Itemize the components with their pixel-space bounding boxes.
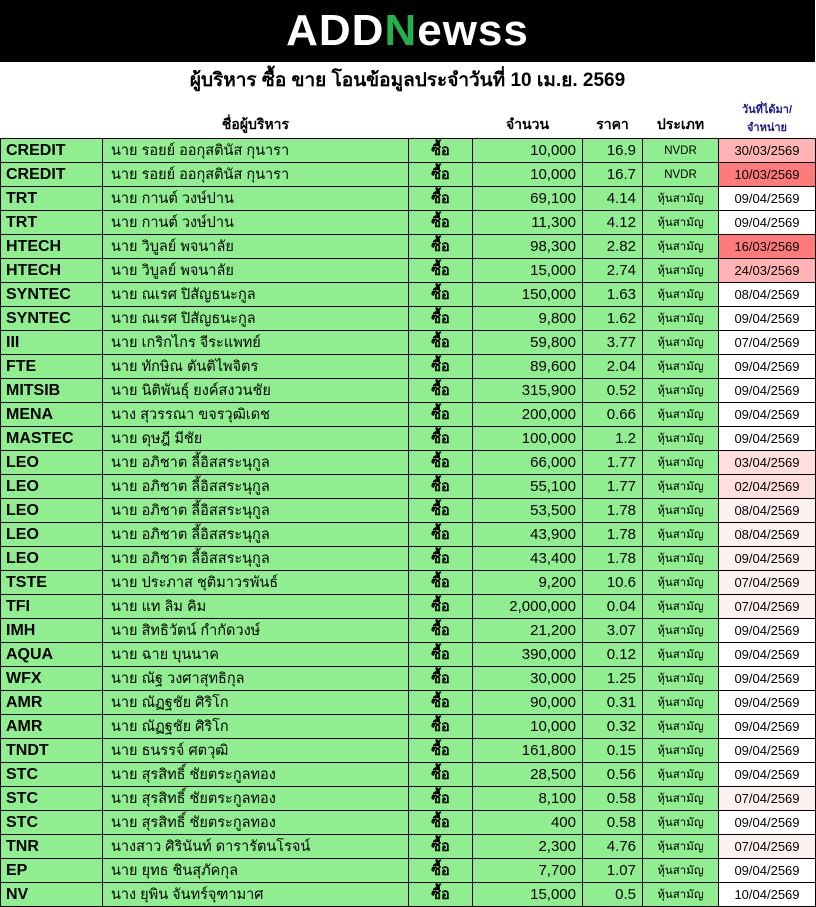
cell-symbol: LEO [1, 547, 103, 571]
cell-date: 09/04/2569 [719, 859, 816, 883]
cell-transaction-type: ซื้อ [409, 163, 473, 187]
cell-symbol: LEO [1, 451, 103, 475]
cell-executive-name: นาง ยุพิน จันทร์จุฑามาศ [103, 883, 409, 907]
cell-executive-name: นาย ยุทธ ชินสุภัคกุล [103, 859, 409, 883]
cell-executive-name: นาย ทักษิณ ตันติไพจิตร [103, 355, 409, 379]
cell-date: 07/04/2569 [719, 595, 816, 619]
cell-volume: 59,800 [473, 331, 583, 355]
cell-price: 4.76 [583, 835, 643, 859]
cell-symbol: CREDIT [1, 163, 103, 187]
column-header-date: วันที่ได้มา/จำหน่าย [719, 98, 816, 139]
cell-date: 09/04/2569 [719, 667, 816, 691]
cell-transaction-type: ซื้อ [409, 499, 473, 523]
cell-transaction-type: ซื้อ [409, 307, 473, 331]
site-banner [0, 0, 815, 62]
column-header-type [409, 98, 473, 139]
cell-symbol: AQUA [1, 643, 103, 667]
cell-symbol: MITSIB [1, 379, 103, 403]
cell-price: 1.78 [583, 523, 643, 547]
table-row [1, 139, 816, 163]
cell-price: 0.32 [583, 715, 643, 739]
table-row [1, 715, 816, 739]
cell-executive-name: นาย ธนรรจ์ ศตวุฒิ [103, 739, 409, 763]
cell-executive-name: นาย สุรสิทธิ์ ชัยตระกูลทอง [103, 787, 409, 811]
cell-category: หุ้นสามัญ [643, 331, 719, 355]
cell-executive-name: นาย อภิชาต ลี้อิสสระนุกูล [103, 547, 409, 571]
cell-category: หุ้นสามัญ [643, 451, 719, 475]
cell-price: 1.07 [583, 859, 643, 883]
cell-transaction-type: ซื้อ [409, 883, 473, 907]
table-row [1, 523, 816, 547]
cell-category: หุ้นสามัญ [643, 211, 719, 235]
cell-price: 0.52 [583, 379, 643, 403]
cell-price: 0.04 [583, 595, 643, 619]
cell-date: 09/04/2569 [719, 403, 816, 427]
cell-executive-name: นาง สุวรรณา ขจรวุฒิเดช [103, 403, 409, 427]
cell-volume: 53,500 [473, 499, 583, 523]
cell-date: 08/04/2569 [719, 283, 816, 307]
cell-executive-name: นาย อภิชาต ลี้อิสสระนุกูล [103, 523, 409, 547]
cell-executive-name: นาย อภิชาต ลี้อิสสระนุกูล [103, 475, 409, 499]
cell-category: NVDR [643, 139, 719, 163]
cell-category: หุ้นสามัญ [643, 571, 719, 595]
cell-symbol: WFX [1, 667, 103, 691]
cell-price: 1.62 [583, 307, 643, 331]
cell-price: 1.78 [583, 547, 643, 571]
table-header-row [1, 98, 816, 139]
cell-category: หุ้นสามัญ [643, 859, 719, 883]
cell-date: 08/04/2569 [719, 499, 816, 523]
table-row [1, 619, 816, 643]
table-row [1, 571, 816, 595]
cell-date: 09/04/2569 [719, 547, 816, 571]
cell-executive-name: นาย อภิชาต ลี้อิสสระนุกูล [103, 499, 409, 523]
cell-price: 3.07 [583, 619, 643, 643]
table-row [1, 427, 816, 451]
cell-category: หุ้นสามัญ [643, 883, 719, 907]
cell-price: 0.31 [583, 691, 643, 715]
cell-executive-name: นาย สิทธิวัตน์ กำกัดวงษ์ [103, 619, 409, 643]
table-row [1, 283, 816, 307]
cell-transaction-type: ซื้อ [409, 427, 473, 451]
column-header-price: ราคา [583, 98, 643, 139]
cell-date: 09/04/2569 [719, 643, 816, 667]
table-row [1, 187, 816, 211]
cell-symbol: CREDIT [1, 139, 103, 163]
cell-category: หุ้นสามัญ [643, 307, 719, 331]
cell-transaction-type: ซื้อ [409, 667, 473, 691]
cell-price: 0.66 [583, 403, 643, 427]
cell-price: 0.58 [583, 811, 643, 835]
cell-category: หุ้นสามัญ [643, 595, 719, 619]
cell-category: หุ้นสามัญ [643, 235, 719, 259]
cell-executive-name: นาย สุรสิทธิ์ ชัยตระกูลทอง [103, 763, 409, 787]
cell-volume: 390,000 [473, 643, 583, 667]
cell-symbol: STC [1, 787, 103, 811]
table-row [1, 883, 816, 907]
table-row [1, 451, 816, 475]
cell-date: 30/03/2569 [719, 139, 816, 163]
cell-symbol: IMH [1, 619, 103, 643]
cell-category: หุ้นสามัญ [643, 691, 719, 715]
cell-transaction-type: ซื้อ [409, 211, 473, 235]
logo-text-add: ADD [286, 6, 385, 55]
cell-transaction-type: ซื้อ [409, 691, 473, 715]
cell-volume: 7,700 [473, 859, 583, 883]
cell-transaction-type: ซื้อ [409, 739, 473, 763]
cell-price: 4.12 [583, 211, 643, 235]
cell-price: 0.58 [583, 787, 643, 811]
cell-category: หุ้นสามัญ [643, 619, 719, 643]
cell-transaction-type: ซื้อ [409, 235, 473, 259]
table-row [1, 763, 816, 787]
cell-date: 09/04/2569 [719, 379, 816, 403]
cell-category: หุ้นสามัญ [643, 427, 719, 451]
cell-executive-name: นาย ฉาย บุนนาค [103, 643, 409, 667]
cell-category: หุ้นสามัญ [643, 475, 719, 499]
logo-text-ewss: ewss [417, 6, 529, 55]
cell-volume: 43,400 [473, 547, 583, 571]
cell-transaction-type: ซื้อ [409, 595, 473, 619]
cell-executive-name: นาย สุรสิทธิ์ ชัยตระกูลทอง [103, 811, 409, 835]
cell-volume: 11,300 [473, 211, 583, 235]
cell-category: NVDR [643, 163, 719, 187]
cell-volume: 43,900 [473, 523, 583, 547]
cell-symbol: TRT [1, 211, 103, 235]
table-row [1, 595, 816, 619]
cell-transaction-type: ซื้อ [409, 619, 473, 643]
table-row [1, 403, 816, 427]
cell-volume: 89,600 [473, 355, 583, 379]
table-row [1, 787, 816, 811]
cell-symbol: AMR [1, 715, 103, 739]
cell-executive-name: นางสาว ศิรินันท์ ดารารัตนโรจน์ [103, 835, 409, 859]
cell-symbol: SYNTEC [1, 283, 103, 307]
cell-category: หุ้นสามัญ [643, 259, 719, 283]
cell-symbol: NV [1, 883, 103, 907]
cell-price: 2.82 [583, 235, 643, 259]
cell-price: 0.56 [583, 763, 643, 787]
cell-volume: 200,000 [473, 403, 583, 427]
cell-date: 09/04/2569 [719, 763, 816, 787]
table-row [1, 355, 816, 379]
cell-executive-name: นาย ณัฏฐชัย ศิริโก [103, 691, 409, 715]
cell-volume: 10,000 [473, 139, 583, 163]
cell-date: 02/04/2569 [719, 475, 816, 499]
cell-price: 0.15 [583, 739, 643, 763]
cell-symbol: SYNTEC [1, 307, 103, 331]
column-header-volume: จำนวน [473, 98, 583, 139]
cell-symbol: TSTE [1, 571, 103, 595]
cell-date: 09/04/2569 [719, 739, 816, 763]
cell-price: 2.04 [583, 355, 643, 379]
cell-transaction-type: ซื้อ [409, 379, 473, 403]
cell-executive-name: นาย ณัฐ วงศาสุทธิกุล [103, 667, 409, 691]
cell-volume: 90,000 [473, 691, 583, 715]
cell-date: 07/04/2569 [719, 571, 816, 595]
cell-executive-name: นาย อภิชาต ลี้อิสสระนุกูล [103, 451, 409, 475]
table-row [1, 163, 816, 187]
cell-executive-name: นาย กานต์ วงษ์ปาน [103, 187, 409, 211]
cell-volume: 9,200 [473, 571, 583, 595]
cell-category: หุ้นสามัญ [643, 187, 719, 211]
column-header-category: ประเภท [643, 98, 719, 139]
cell-symbol: MASTEC [1, 427, 103, 451]
insider-trades-table [0, 98, 816, 907]
cell-category: หุ้นสามัญ [643, 763, 719, 787]
cell-date: 07/04/2569 [719, 835, 816, 859]
cell-price: 3.77 [583, 331, 643, 355]
cell-symbol: STC [1, 811, 103, 835]
cell-date: 09/04/2569 [719, 355, 816, 379]
page-title: ผู้บริหาร ซื้อ ขาย โอนข้อมูลประจำวันที่ 10 เม.ย. 2569 [189, 70, 626, 91]
cell-volume: 66,000 [473, 451, 583, 475]
table-row [1, 643, 816, 667]
cell-price: 10.6 [583, 571, 643, 595]
cell-category: หุ้นสามัญ [643, 643, 719, 667]
table-row [1, 547, 816, 571]
cell-volume: 28,500 [473, 763, 583, 787]
cell-symbol: MENA [1, 403, 103, 427]
page-title-bar [0, 62, 815, 98]
cell-transaction-type: ซื้อ [409, 451, 473, 475]
table-row [1, 307, 816, 331]
cell-transaction-type: ซื้อ [409, 835, 473, 859]
table-row [1, 331, 816, 355]
cell-date: 09/04/2569 [719, 427, 816, 451]
cell-date: 10/03/2569 [719, 163, 816, 187]
table-row [1, 667, 816, 691]
cell-executive-name: นาย เกริกไกร จีระแพทย์ [103, 331, 409, 355]
cell-price: 1.25 [583, 667, 643, 691]
cell-date: 09/04/2569 [719, 691, 816, 715]
cell-price: 2.74 [583, 259, 643, 283]
cell-date: 24/03/2569 [719, 259, 816, 283]
cell-executive-name: นาย กานต์ วงษ์ปาน [103, 211, 409, 235]
cell-symbol: HTECH [1, 259, 103, 283]
cell-symbol: EP [1, 859, 103, 883]
cell-category: หุ้นสามัญ [643, 835, 719, 859]
cell-volume: 315,900 [473, 379, 583, 403]
table-row [1, 475, 816, 499]
cell-volume: 9,800 [473, 307, 583, 331]
cell-category: หุ้นสามัญ [643, 547, 719, 571]
table-row [1, 739, 816, 763]
cell-date: 03/04/2569 [719, 451, 816, 475]
cell-date: 09/04/2569 [719, 715, 816, 739]
cell-symbol: LEO [1, 523, 103, 547]
table-row [1, 211, 816, 235]
cell-symbol: LEO [1, 475, 103, 499]
cell-symbol: III [1, 331, 103, 355]
table-row [1, 811, 816, 835]
cell-transaction-type: ซื้อ [409, 547, 473, 571]
cell-category: หุ้นสามัญ [643, 811, 719, 835]
cell-symbol: AMR [1, 691, 103, 715]
cell-volume: 2,300 [473, 835, 583, 859]
cell-date: 09/04/2569 [719, 619, 816, 643]
cell-transaction-type: ซื้อ [409, 859, 473, 883]
cell-transaction-type: ซื้อ [409, 283, 473, 307]
cell-executive-name: นาย แท ลิม คิม [103, 595, 409, 619]
cell-transaction-type: ซื้อ [409, 715, 473, 739]
cell-volume: 69,100 [473, 187, 583, 211]
cell-volume: 55,100 [473, 475, 583, 499]
table-header [1, 98, 816, 139]
cell-category: หุ้นสามัญ [643, 283, 719, 307]
cell-category: หุ้นสามัญ [643, 499, 719, 523]
table-row [1, 235, 816, 259]
cell-transaction-type: ซื้อ [409, 475, 473, 499]
cell-transaction-type: ซื้อ [409, 523, 473, 547]
cell-transaction-type: ซื้อ [409, 403, 473, 427]
cell-transaction-type: ซื้อ [409, 139, 473, 163]
cell-volume: 161,800 [473, 739, 583, 763]
table-row [1, 499, 816, 523]
cell-category: หุ้นสามัญ [643, 667, 719, 691]
cell-transaction-type: ซื้อ [409, 571, 473, 595]
column-header-symbol [1, 98, 103, 139]
cell-price: 16.7 [583, 163, 643, 187]
cell-volume: 30,000 [473, 667, 583, 691]
cell-executive-name: นาย วิบูลย์ พจนาลัย [103, 259, 409, 283]
cell-executive-name: นาย นิติพันธุ์ ยงค์สงวนชัย [103, 379, 409, 403]
cell-date: 09/04/2569 [719, 307, 816, 331]
cell-executive-name: นาย ณัฏฐชัย ศิริโก [103, 715, 409, 739]
cell-volume: 21,200 [473, 619, 583, 643]
table-row [1, 379, 816, 403]
cell-category: หุ้นสามัญ [643, 787, 719, 811]
cell-price: 1.77 [583, 451, 643, 475]
cell-transaction-type: ซื้อ [409, 259, 473, 283]
table-body [1, 139, 816, 907]
cell-executive-name: นาย ประภาส ชุติมาวรพันธ์ [103, 571, 409, 595]
cell-executive-name: นาย รอยย์ ออกุสตินัส กุนารา [103, 163, 409, 187]
cell-date: 07/04/2569 [719, 787, 816, 811]
cell-symbol: TNDT [1, 739, 103, 763]
cell-price: 4.14 [583, 187, 643, 211]
cell-date: 09/04/2569 [719, 811, 816, 835]
cell-price: 1.63 [583, 283, 643, 307]
cell-symbol: TNR [1, 835, 103, 859]
logo-text-n: N [384, 6, 418, 55]
cell-category: หุ้นสามัญ [643, 379, 719, 403]
cell-date: 09/04/2569 [719, 187, 816, 211]
cell-executive-name: นาย วิบูลย์ พจนาลัย [103, 235, 409, 259]
cell-price: 0.12 [583, 643, 643, 667]
cell-volume: 10,000 [473, 163, 583, 187]
table-row [1, 691, 816, 715]
cell-transaction-type: ซื้อ [409, 187, 473, 211]
site-logo [286, 6, 529, 55]
cell-volume: 2,000,000 [473, 595, 583, 619]
cell-transaction-type: ซื้อ [409, 787, 473, 811]
cell-volume: 150,000 [473, 283, 583, 307]
cell-volume: 100,000 [473, 427, 583, 451]
table-row [1, 859, 816, 883]
cell-volume: 10,000 [473, 715, 583, 739]
cell-symbol: STC [1, 763, 103, 787]
cell-transaction-type: ซื้อ [409, 355, 473, 379]
cell-volume: 15,000 [473, 259, 583, 283]
cell-symbol: TRT [1, 187, 103, 211]
cell-executive-name: นาย ดุษฎี มีชัย [103, 427, 409, 451]
cell-price: 1.78 [583, 499, 643, 523]
cell-date: 16/03/2569 [719, 235, 816, 259]
cell-price: 1.2 [583, 427, 643, 451]
cell-category: หุ้นสามัญ [643, 715, 719, 739]
cell-price: 16.9 [583, 139, 643, 163]
cell-category: หุ้นสามัญ [643, 739, 719, 763]
cell-category: หุ้นสามัญ [643, 523, 719, 547]
table-row [1, 835, 816, 859]
cell-executive-name: นาย ณเรศ ปิสัญธนะกูล [103, 307, 409, 331]
table-row [1, 259, 816, 283]
cell-price: 1.77 [583, 475, 643, 499]
column-header-name: ชื่อผู้บริหาร [103, 98, 409, 139]
cell-symbol: TFI [1, 595, 103, 619]
cell-executive-name: นาย ณเรศ ปิสัญธนะกูล [103, 283, 409, 307]
cell-price: 0.5 [583, 883, 643, 907]
cell-volume: 15,000 [473, 883, 583, 907]
cell-date: 08/04/2569 [719, 523, 816, 547]
cell-date: 10/04/2569 [719, 883, 816, 907]
cell-date: 09/04/2569 [719, 211, 816, 235]
cell-volume: 8,100 [473, 787, 583, 811]
cell-symbol: FTE [1, 355, 103, 379]
cell-transaction-type: ซื้อ [409, 331, 473, 355]
cell-transaction-type: ซื้อ [409, 811, 473, 835]
cell-symbol: HTECH [1, 235, 103, 259]
cell-transaction-type: ซื้อ [409, 763, 473, 787]
cell-volume: 98,300 [473, 235, 583, 259]
cell-category: หุ้นสามัญ [643, 355, 719, 379]
cell-date: 07/04/2569 [719, 331, 816, 355]
cell-symbol: LEO [1, 499, 103, 523]
cell-executive-name: นาย รอยย์ ออกุสตินัส กุนารา [103, 139, 409, 163]
cell-volume: 400 [473, 811, 583, 835]
cell-transaction-type: ซื้อ [409, 643, 473, 667]
cell-category: หุ้นสามัญ [643, 403, 719, 427]
